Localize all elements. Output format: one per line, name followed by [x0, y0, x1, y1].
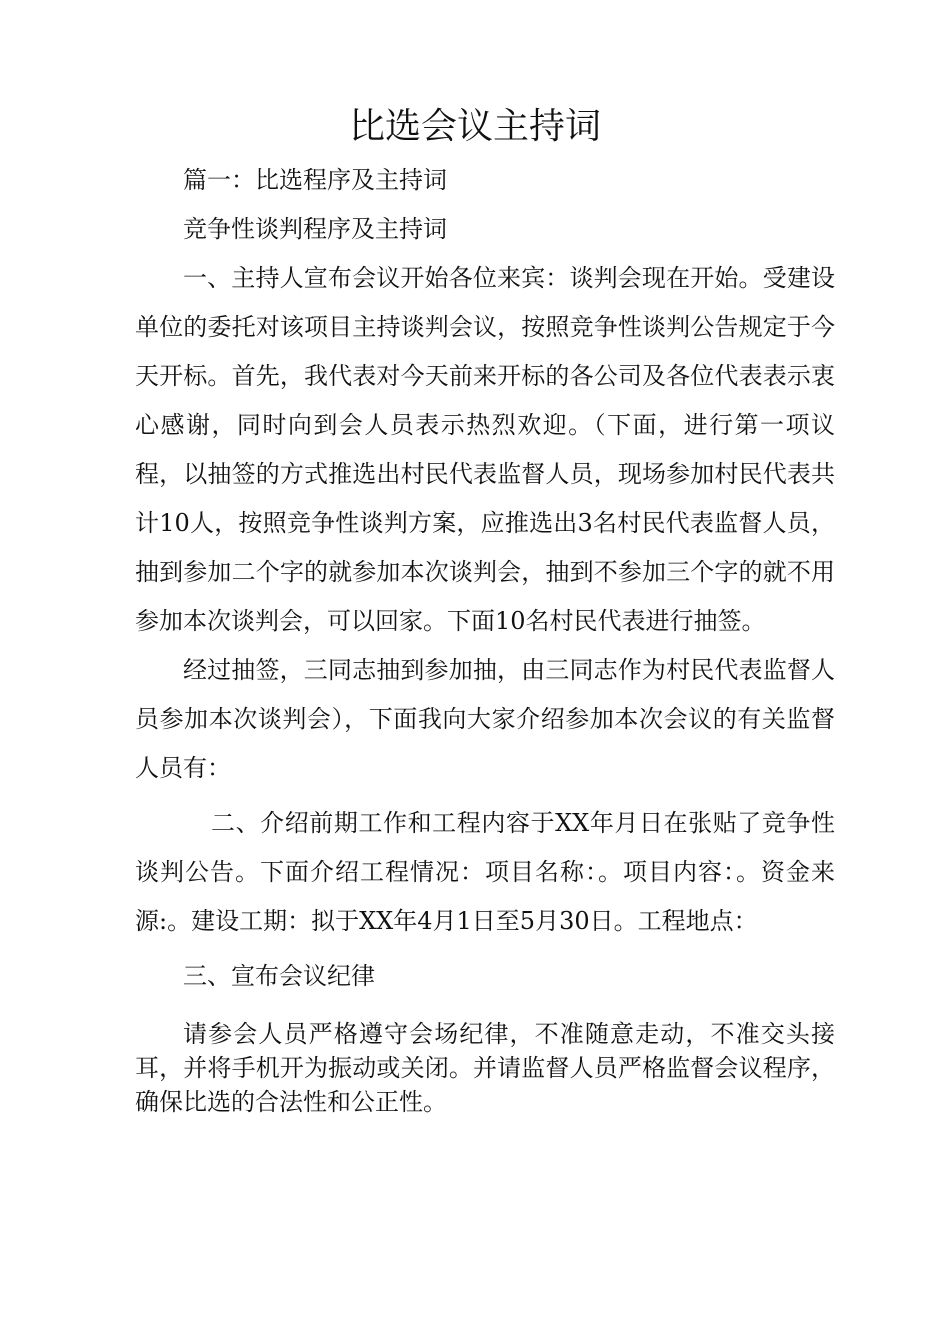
paragraph-project-intro: 二、介绍前期工作和工程内容于XX年月日在张贴了竞争性谈判公告。下面介绍工程情况：项目名称：。项目内容：。资金来源:。建设工期：拟于XX年4月1日至5月30日。工程地点：	[135, 809, 835, 935]
paragraph-discipline: 请参会人员严格遵守会场纪律，不准随意走动，不准交头接耳，并将手机开为振动或关闭。并请监督人员严格监督会议程序，确保比选的合法性和公正性。	[135, 1020, 835, 1116]
section-heading-procedure: 竞争性谈判程序及主持词	[183, 215, 447, 243]
paragraph-opening: 一、主持人宣布会议开始各位来宾：谈判会现在开始。受建设单位的委托对该项目主持谈判会议，按照竞争性谈判公告规定于今天开标。首先，我代表对今天前来开标的各公司及各位代表表示衷心感谢，同时向到会人员表示热烈欢迎。（下面，进行第一项议程，以抽签的方式推选出村民代表监督人员，现场参加村民代表共计10人，按照竞争性谈判方案，应推选出3名村民代表监督人员，抽到参加二个字的就参加本次谈判会，抽到不参加三个字的就不用参加本次谈判会，可以回家。下面10名村民代表进行抽签。	[135, 264, 835, 635]
section-heading-part-one: 篇一：比选程序及主持词	[183, 166, 447, 194]
paragraph-drawing-lots: 经过抽签，三同志抽到参加抽，由三同志作为村民代表监督人员参加本次谈判会），下面我向大家介绍参加本次会议的有关监督人员有：	[135, 656, 835, 782]
section-heading-discipline: 三、宣布会议纪律	[183, 962, 375, 990]
document-body	[135, 156, 835, 1119]
document-title: 比选会议主持词	[348, 106, 601, 147]
